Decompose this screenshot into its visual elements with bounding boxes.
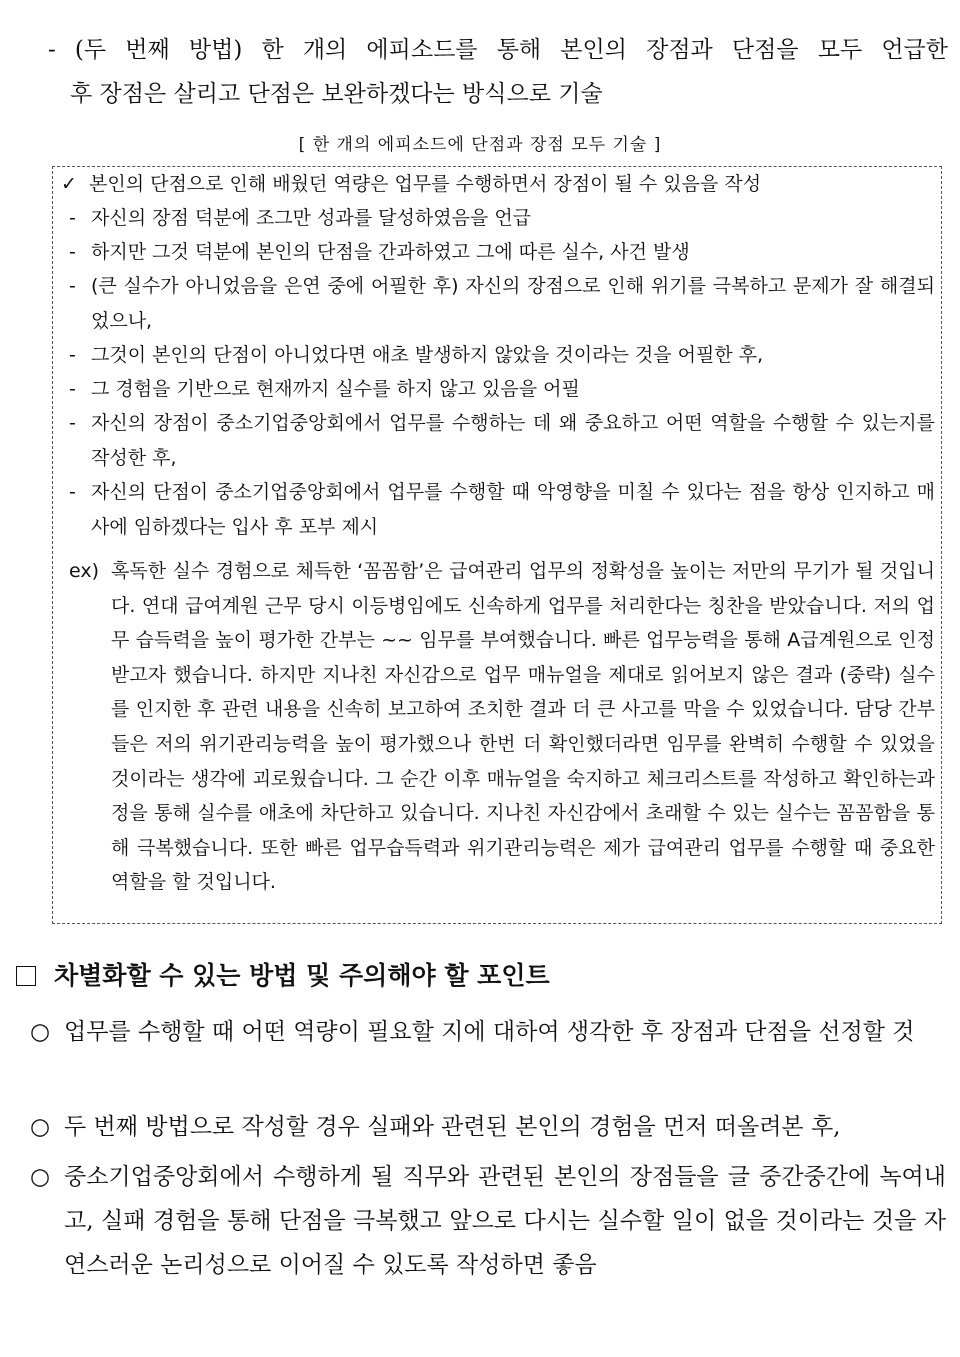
section-heading xyxy=(16,956,550,996)
box-title: [ 한 개의 에피소드에 단점과 장점 모두 기술 ] xyxy=(298,135,662,155)
check-text: 본인의 단점으로 인해 배웠던 역량은 업무를 수행하면서 장점이 될 수 있음을 작성 xyxy=(89,173,762,195)
box-item-text: 자신의 장점이 중소기업중앙회에서 업무를 수행하는 데 왜 중요하고 어떤 역할을 수행할 수 있는지를 작성한 후, xyxy=(91,412,935,469)
point-item xyxy=(30,1105,946,1149)
dash-bullet: - xyxy=(69,481,76,503)
dash-bullet: - xyxy=(69,275,76,297)
box-item xyxy=(63,201,935,236)
box-item xyxy=(63,269,935,338)
box-item xyxy=(63,475,935,544)
example-paragraph xyxy=(69,554,935,900)
dash-bullet: - xyxy=(69,344,76,366)
circle-bullet-icon: ○ xyxy=(30,1019,51,1045)
box-item-text: (큰 실수가 아니었음을 은연 중에 어필한 후) 자신의 장점으로 인해 위기를 극복하고 문제가 잘 해결되었으나, xyxy=(91,275,935,332)
point-text: 중소기업중앙회에서 수행하게 될 직무와 관련된 본인의 장점들을 글 중간중간에 녹여내고, 실패 경험을 통해 단점을 극복했고 앞으로 다시는 실수할 일이 없을 것이라는 것을 자연스러운 논리성으로 이어질 수 있도록 작성하면 좋음 xyxy=(64,1164,946,1278)
section-title: 차별화할 수 있는 방법 및 주의해야 할 포인트 xyxy=(54,961,550,990)
example-label: ex) xyxy=(69,560,100,582)
box-item xyxy=(63,406,935,475)
circle-bullet-icon: ○ xyxy=(30,1164,51,1190)
checkbox-square-icon xyxy=(16,966,36,986)
point-item xyxy=(30,1155,946,1287)
box-item xyxy=(63,372,935,407)
dash-bullet: - xyxy=(69,241,76,263)
point-text: 두 번째 방법으로 작성할 경우 실패와 관련된 본인의 경험을 먼저 떠올려본 후, xyxy=(64,1114,841,1140)
dash-bullet: - xyxy=(69,412,76,434)
check-row xyxy=(63,167,935,202)
box-item-text: 자신의 단점이 중소기업중앙회에서 업무를 수행할 때 악영향을 미칠 수 있다는 점을 항상 인지하고 매사에 임하겠다는 입사 후 포부 제시 xyxy=(91,481,935,538)
check-icon: ✓ xyxy=(61,173,77,195)
box-item xyxy=(63,338,935,373)
dash-bullet: - xyxy=(69,207,76,229)
point-text: 업무를 수행할 때 어떤 역량이 필요할 지에 대하여 생각한 후 장점과 단점을 선정할 것 xyxy=(64,1019,915,1045)
box-item-text: 자신의 장점 덕분에 조그만 성과를 달성하였음을 언급 xyxy=(91,207,532,229)
intro-paragraph xyxy=(48,28,948,116)
box-item-text: 그것이 본인의 단점이 아니었다면 애초 발생하지 않았을 것이라는 것을 어필한 후, xyxy=(91,344,764,366)
circle-bullet-icon: ○ xyxy=(30,1114,51,1140)
intro-line-1: - (두 번째 방법) 한 개의 에피소드를 통해 본인의 장점과 단점을 모두 언급한 xyxy=(48,37,948,63)
box-item xyxy=(63,235,935,270)
intro-line-2: 후 장점은 살리고 단점은 보완하겠다는 방식으로 기술 xyxy=(70,81,603,107)
point-item xyxy=(30,1010,946,1054)
box-item-text: 그 경험을 기반으로 현재까지 실수를 하지 않고 있음을 어필 xyxy=(91,378,580,400)
example-box xyxy=(52,166,942,924)
dash-bullet: - xyxy=(69,378,76,400)
box-item-text: 하지만 그것 덕분에 본인의 단점을 간과하였고 그에 따른 실수, 사건 발생 xyxy=(91,241,690,263)
example-text: 혹독한 실수 경험으로 체득한 ‘꼼꼼함’은 급여관리 업무의 정확성을 높이는 저만의 무기가 될 것입니다. 연대 급여계원 근무 당시 이등병임에도 신속하게 업무를 처리한다는 칭찬을 받았습니다. 저의 업무 습득력을 높이 평가한 간부는 ~~ 임무를 부여했습니다. 빠른 업무능력을 통해 A급계원으로 인정받고자 했습니다. 하지만 지나친 자신감으로 업무 매뉴얼을 제대로 읽어보지 않은 결과 (중략) 실수를 인지한 후 관련 내용을 신속히 보고하여 조치한 결과 더 큰 사고를 막을 수 있었습니다. 담당 간부들은 저의 위기관리능력을 높이 평가했으나 한번 더 확인했더라면 임무를 완벽히 수행할 수 있었을 것이라는 생각에 괴로웠습니다. 그 순간 이후 매뉴얼을 숙지하고 체크리스트를 작성하고 확인하는과정을 통해 실수를 애초에 차단하고 있습니다. 지나친 자신감에서 초래할 수 있는 실수는 꼼꼼함을 통해 극복했습니다. 또한 빠른 업무습득력과 위기관리능력은 제가 급여관리 업무를 수행할 때 중요한 역할을 할 것입니다. xyxy=(111,560,935,894)
